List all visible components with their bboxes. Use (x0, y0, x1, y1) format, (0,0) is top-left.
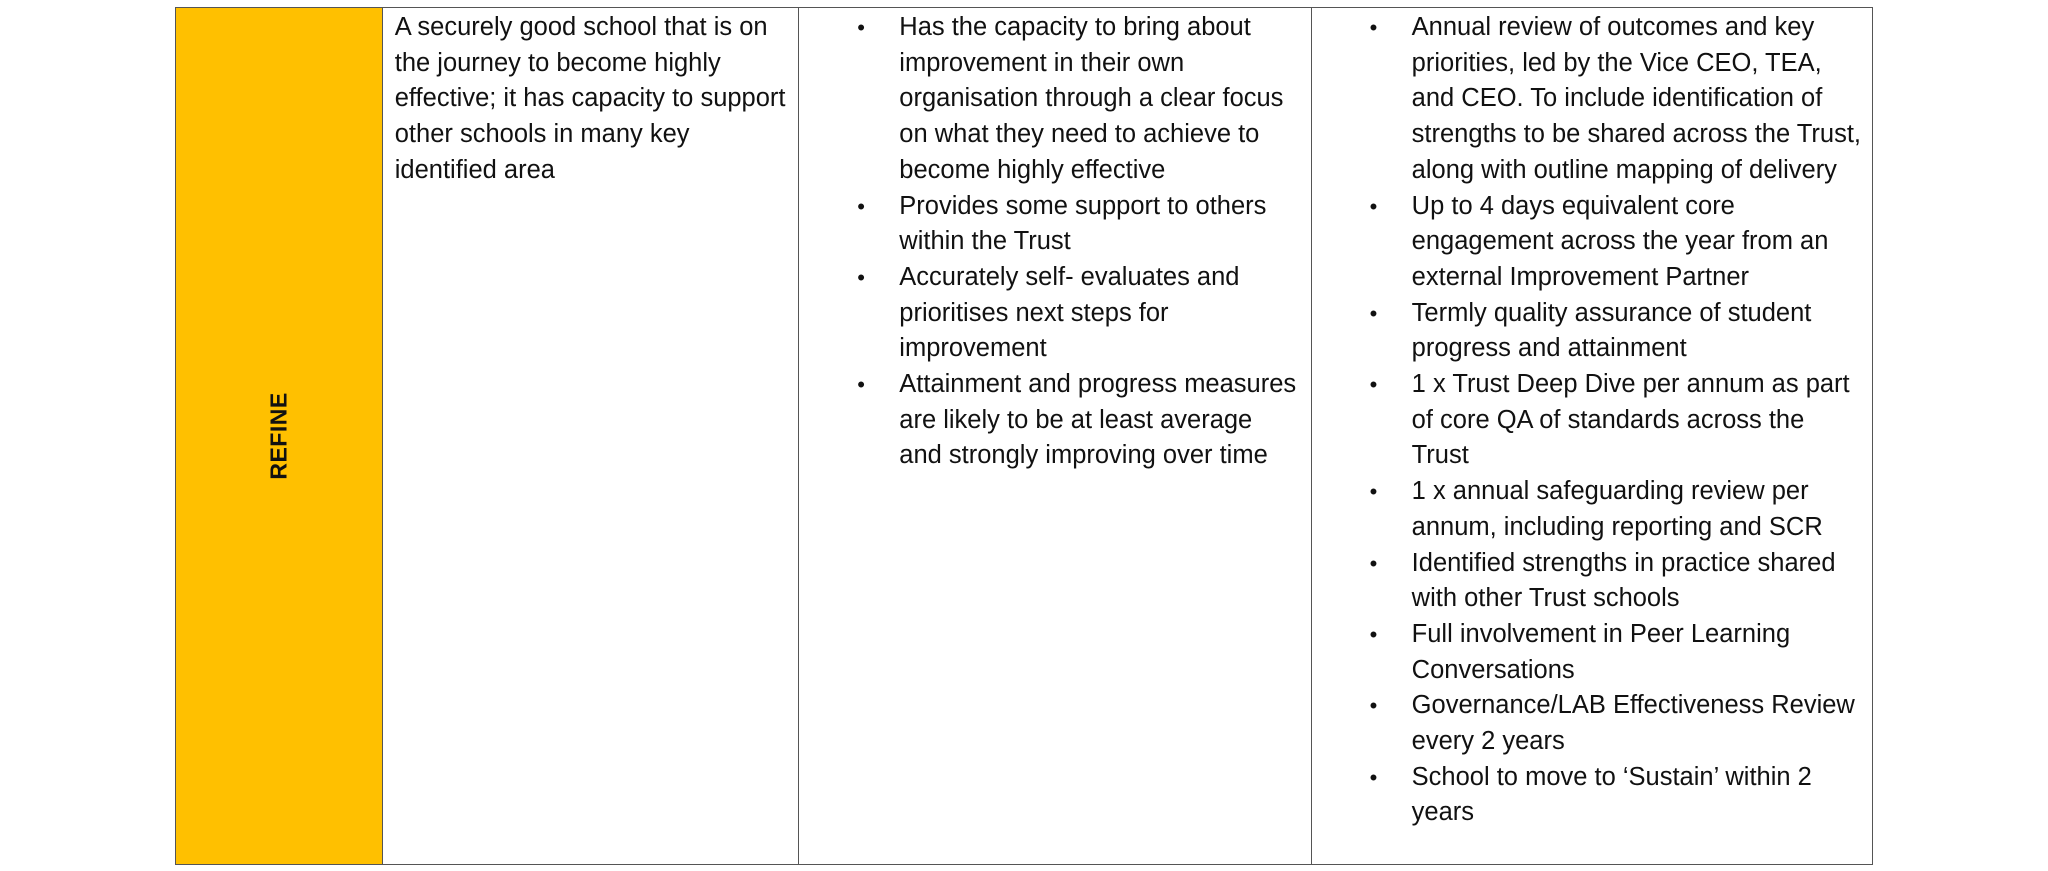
list-item: • 1 x Trust Deep Dive per annum as part of core QA of standards across the Trust (1412, 367, 1862, 474)
list-item: • Annual review of outcomes and key priorities, led by the Vice CEO, TEA, and CEO. To include identification of strengths to be shared across the Trust, along with outline mapping of delivery (1412, 10, 1862, 189)
list-item: • 1 x annual safeguarding review per annum, including reporting and SCR (1412, 474, 1862, 545)
bullet-icon: • (1369, 193, 1378, 219)
bullet-icon: • (857, 193, 865, 219)
category-label: REFINE (265, 392, 292, 480)
list-item: • Full involvement in Peer Learning Conversations (1412, 617, 1862, 688)
support-list (1312, 8, 1872, 831)
list-item: • School to move to ‘Sustain’ within 2 years (1412, 760, 1862, 831)
list-item: • Has the capacity to bring about improvement in their own organisation through a clear focus on what they need to achieve to become highly effective (899, 10, 1300, 189)
category-cell (176, 8, 383, 864)
bullet-icon: • (1369, 15, 1378, 40)
bullet-icon: • (1369, 621, 1378, 647)
refine-table-row (175, 7, 1873, 865)
support-cell (1312, 8, 1872, 864)
bullet-icon: • (857, 264, 865, 290)
bullet-icon: • (1369, 764, 1378, 790)
list-item: • Termly quality assurance of student progress and attainment (1412, 296, 1862, 367)
bullet-icon: • (857, 15, 865, 40)
bullet-icon: • (1369, 693, 1378, 719)
characteristics-cell (799, 8, 1311, 864)
bullet-icon: • (1369, 479, 1378, 505)
list-item: • Identified strengths in practice shared with other Trust schools (1412, 546, 1862, 617)
list-item: • Accurately self- evaluates and prioritises next steps for improvement (899, 260, 1300, 367)
description-cell (383, 8, 800, 864)
list-item: • Provides some support to others within the Trust (899, 189, 1300, 260)
bullet-icon: • (1369, 300, 1378, 326)
description-text: A securely good school that is on the journey to become highly effective; it has capacity to support other schools in many key identified area (394, 13, 786, 184)
list-item: • Attainment and progress measures are likely to be at least average and strongly improving over time (899, 367, 1300, 474)
bullet-icon: • (857, 372, 865, 398)
bullet-icon: • (1369, 550, 1378, 576)
characteristics-list (799, 8, 1310, 474)
bullet-icon: • (1369, 372, 1378, 398)
list-item: • Governance/LAB Effectiveness Review every 2 years (1412, 688, 1862, 759)
list-item: • Up to 4 days equivalent core engagement across the year from an external Improvement Partner (1412, 189, 1862, 296)
